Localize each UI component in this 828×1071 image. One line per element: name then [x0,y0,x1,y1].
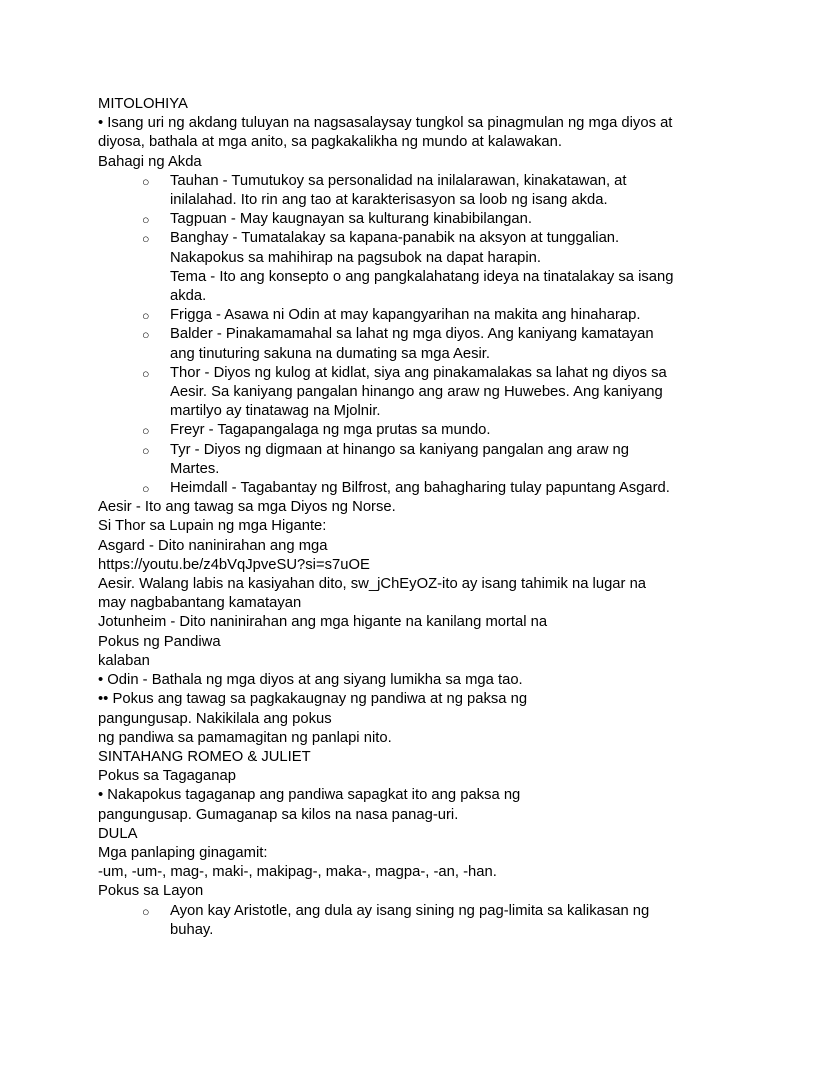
circle-bullet-icon: ○ [142,443,150,458]
line-text: https://youtu.be/z4bVqJpveSU?si=s7uOE [98,556,370,573]
paragraph-line [98,575,778,594]
bullet-line [98,441,778,460]
paragraph-line [98,710,778,729]
paragraph-line [98,882,778,901]
line-text: Thor - Diyos ng kulog at kidlat, siya ang pinakamalakas sa lahat ng diyos sa [170,364,667,381]
line-text: buhay. [170,921,214,938]
paragraph-line [98,671,778,690]
circle-bullet-icon: ○ [142,904,150,919]
paragraph-line [98,153,778,172]
line-text: MITOLOHIYA [98,96,188,112]
line-text: • Isang uri ng akdang tuluyan na nagsasalaysay tungkol sa pinagmulan ng mga diyos at [98,115,673,132]
circle-bullet-icon: ○ [142,213,150,228]
bullet-line [98,210,778,229]
bullet-line [98,229,778,248]
line-text: kalaban [98,652,150,669]
line-text: Tyr - Diyos ng digmaan at hinango sa kaniyang pangalan ang araw ng [170,441,629,458]
paragraph-line [98,825,778,844]
line-text: Nakapokus sa mahihirap na pagsubok na dapat harapin. [170,249,541,266]
line-text: -um, -um-, mag-, maki-, makipag-, maka-, magpa-, -an, -han. [98,864,497,881]
paragraph-line [98,729,778,748]
line-text: Tagpuan - May kaugnayan sa kulturang kinabibilangan. [170,211,532,228]
line-text: pangungusap. Gumaganap sa kilos na nasa panag-uri. [98,806,459,823]
paragraph-line [98,806,778,825]
paragraph-line [98,767,778,786]
line-text: Aesir. Sa kaniyang pangalan hinango ang araw ng Huwebes. Ang kaniyang [170,384,663,401]
line-text: Ayon kay Aristotle, ang dula ay isang sining ng pag-limita sa kalikasan ng [170,902,650,919]
line-text: Asgard - Dito naninirahan ang mga [98,537,328,554]
line-text: • Nakapokus tagaganap ang pandiwa sapagkat ito ang paksa ng [98,787,521,804]
line-text: Banghay - Tumatalakay sa kapana-panabik na aksyon at tunggalian. [170,230,620,247]
paragraph-line [98,690,778,709]
line-text: Pokus sa Tagaganap [98,768,236,785]
line-text: Mga panlaping ginagamit: [98,844,268,861]
paragraph-line [98,844,778,863]
bullet-line [98,325,778,344]
paragraph-line [98,863,778,882]
circle-bullet-icon: ○ [142,424,150,439]
line-text: Aesir. Walang labis na kasiyahan dito, sw_jChEyOZ-ito ay isang tahimik na lugar na [98,576,647,593]
bullet-line [98,306,778,325]
line-text: may nagbabantang kamatayan [98,595,302,612]
url-text-line [98,556,778,575]
document-body [98,95,778,940]
bullet-line [98,902,778,921]
line-text: pangungusap. Nakikilala ang pokus [98,710,332,727]
bullet-continuation-line [98,921,778,940]
line-text: diyosa, bathala at mga anito, sa pagkakalikha ng mundo at kalawakan. [98,134,562,151]
line-text: Martes. [170,460,220,477]
bullet-line [98,479,778,498]
line-text: Balder - Pinakamamahal sa lahat ng mga diyos. Ang kaniyang kamatayan [170,326,654,343]
line-text: ang tinuturing sakuna na dumating sa mga Aesir. [170,345,490,362]
bullet-continuation-line [98,191,778,210]
line-text: ng pandiwa sa pamamagitan ng panlapi nito. [98,729,392,746]
bullet-continuation-line [98,249,778,268]
line-text: Bahagi ng Akda [98,153,202,170]
line-text: Si Thor sa Lupain ng mga Higante: [98,518,327,535]
line-text: •• Pokus ang tawag sa pagkakaugnay ng pandiwa at ng paksa ng [98,691,528,708]
paragraph-line [98,133,778,152]
line-text: Jotunheim - Dito naninirahan ang mga higante na kanilang mortal na [98,614,548,631]
bullet-line [98,172,778,191]
line-text: • Odin - Bathala ng mga diyos at ang siyang lumikha sa mga tao. [98,672,523,689]
line-text: inilalahad. Ito rin ang tao at karakterisasyon sa loob ng isang akda. [170,192,608,209]
paragraph-line [98,786,778,805]
paragraph-line [98,594,778,613]
paragraph-line [98,537,778,556]
bullet-continuation-line [98,383,778,402]
bullet-line [98,421,778,440]
paragraph-line [98,95,778,114]
line-text: Heimdall - Tagabantay ng Bilfrost, ang bahagharing tulay papuntang Asgard. [170,480,670,497]
line-text: Frigga - Asawa ni Odin at may kapangyarihan na makita ang hinaharap. [170,307,641,324]
bullet-continuation-line [98,287,778,306]
circle-bullet-icon: ○ [142,366,150,381]
line-text: DULA [98,825,138,842]
line-text: Pokus ng Pandiwa [98,633,221,650]
bullet-continuation-line [98,460,778,479]
bullet-line [98,364,778,383]
line-text: Tema - Ito ang konsepto o ang pangkalahatang ideya na tinatalakay sa isang [170,268,674,285]
paragraph-line [98,633,778,652]
circle-bullet-icon: ○ [142,482,150,497]
line-text: Tauhan - Tumutukoy sa personalidad na inilalarawan, kinakatawan, at [170,172,627,189]
circle-bullet-icon: ○ [142,328,150,343]
circle-bullet-icon: ○ [142,309,150,324]
bullet-continuation-line [98,345,778,364]
paragraph-line [98,652,778,671]
paragraph-line [98,748,778,767]
paragraph-line [98,517,778,536]
paragraph-line [98,114,778,133]
line-text: SINTAHANG ROMEO & JULIET [98,748,311,765]
circle-bullet-icon: ○ [142,232,150,247]
paragraph-line [98,613,778,632]
paragraph-line [98,498,778,517]
line-text: martilyo ay tinatawag na Mjolnir. [170,403,381,420]
circle-bullet-icon: ○ [142,174,150,189]
line-text: akda. [170,288,207,305]
line-text: Pokus sa Layon [98,883,204,900]
bullet-continuation-line [98,268,778,287]
line-text: Aesir - Ito ang tawag sa mga Diyos ng Norse. [98,499,396,516]
bullet-continuation-line [98,402,778,421]
line-text: Freyr - Tagapangalaga ng mga prutas sa mundo. [170,422,491,439]
